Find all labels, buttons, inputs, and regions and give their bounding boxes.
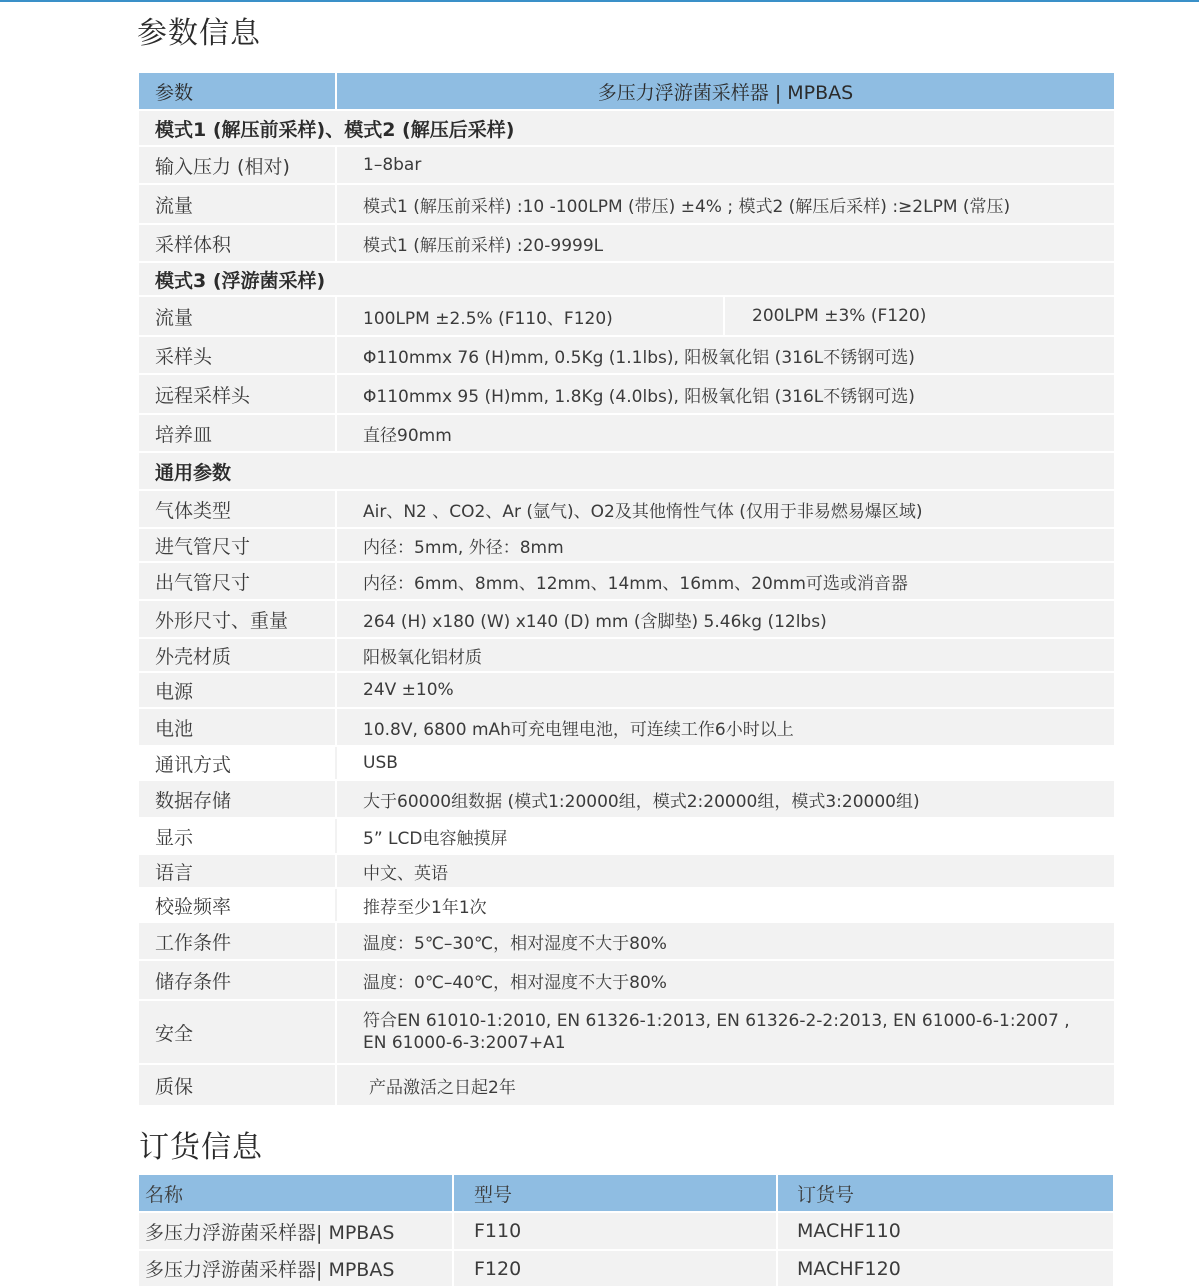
params-header-row (139, 73, 1114, 109)
table-row (139, 1213, 1113, 1249)
param-key: 输入压力 (相对) (155, 155, 290, 178)
param-key: 出气管尺寸 (155, 571, 251, 594)
param-key: 电池 (155, 717, 194, 740)
params-header-key: 参数 (155, 81, 194, 104)
table-row (139, 375, 1114, 413)
param-key: 电源 (155, 680, 194, 703)
order-header-model: 型号 (474, 1183, 513, 1206)
param-value-line: 符合EN 61010-1:2010, EN 61326-1:2013, EN 61326-2-2:2013, EN 61000-6-1:2007 , (363, 1011, 1070, 1031)
param-key: 采样头 (155, 345, 213, 368)
section-title: 模式1 (解压前采样)、模式2 (解压后采样) (155, 118, 515, 141)
param-value: 产品激活之日起2年 (369, 1077, 516, 1098)
table-row (139, 709, 1114, 745)
param-value: 100LPM ±2.5% (F110、F120) (363, 308, 613, 329)
table-row (139, 225, 1114, 261)
param-value-line: EN 61000-6-3:2007+A1 (363, 1033, 566, 1053)
param-key: 进气管尺寸 (155, 535, 251, 558)
order-number: MACHF120 (797, 1257, 901, 1280)
param-value: USB (363, 753, 398, 773)
order-name: 多压力浮游菌采样器| MPBAS (145, 1259, 395, 1281)
table-row (139, 1001, 1114, 1063)
param-value: 直径90mm (363, 425, 452, 446)
table-row (139, 819, 1114, 853)
param-value: 264 (H) x180 (W) x140 (D) mm (含脚垫) 5.46kg (12lbs) (363, 611, 827, 632)
param-value: 大于60000组数据 (模式1:20000组，模式2:20000组，模式3:20000组) (363, 791, 920, 812)
param-value: 1–8bar (363, 155, 422, 175)
column-divider (776, 1175, 778, 1211)
param-key: 外形尺寸、重量 (155, 609, 289, 632)
order-model: F110 (474, 1220, 522, 1242)
order-number: MACHF110 (797, 1220, 901, 1242)
table-row (139, 781, 1114, 817)
table-row (139, 563, 1114, 599)
table-row (139, 1065, 1114, 1105)
param-value (337, 1001, 1114, 1063)
column-divider (452, 1251, 454, 1286)
param-key: 采样体积 (155, 233, 232, 256)
param-value: 温度：0℃–40℃，相对湿度不大于80% (363, 972, 667, 993)
param-key: 安全 (155, 1022, 194, 1045)
table-row (139, 147, 1114, 183)
table-row (139, 601, 1114, 637)
table-row (139, 491, 1114, 527)
param-value: Φ110mmx 76 (H)mm, 0.5Kg (1.1lbs), 阳极氧化铝 (316L不锈钢可选) (363, 347, 915, 368)
param-key: 流量 (155, 306, 194, 329)
params-header-value: 多压力浮游菌采样器 | MPBAS (597, 81, 854, 104)
table-row (139, 889, 1114, 921)
params-title: 参数信息 (137, 16, 261, 51)
param-key: 远程采样头 (155, 384, 251, 407)
param-value: 中文、英语 (363, 863, 448, 884)
section-title: 通用参数 (155, 461, 232, 484)
param-value: Φ110mmx 95 (H)mm, 1.8Kg (4.0lbs), 阳极氧化铝 (316L不锈钢可选) (363, 386, 915, 407)
table-row (139, 639, 1114, 671)
param-value: 阳极氧化铝材质 (363, 647, 482, 668)
param-key: 语言 (155, 861, 194, 884)
column-divider (452, 1175, 454, 1211)
param-key: 储存条件 (155, 970, 232, 993)
section-title: 模式3 (浮游菌采样) (155, 269, 326, 292)
param-value: 10.8V, 6800 mAh可充电锂电池，可连续工作6小时以上 (363, 719, 794, 740)
param-key: 质保 (155, 1075, 194, 1098)
table-row (139, 855, 1114, 887)
param-key: 流量 (155, 194, 194, 217)
param-key: 显示 (155, 826, 194, 849)
param-key: 培养皿 (155, 423, 213, 446)
param-value: Air、N2 、CO2、Ar (氩气)、O2及其他惰性气体 (仅用于非易燃易爆区域) (363, 501, 923, 522)
order-header-name: 名称 (145, 1183, 184, 1206)
param-key: 通讯方式 (155, 753, 232, 776)
param-key: 外壳材质 (155, 645, 232, 668)
table-row (139, 337, 1114, 373)
table-row (139, 297, 1114, 335)
order-model: F120 (474, 1257, 522, 1280)
section-row (139, 263, 1114, 295)
table-row (139, 415, 1114, 451)
param-key: 工作条件 (155, 931, 232, 954)
top-divider-line (0, 0, 1199, 2)
order-name: 多压力浮游菌采样器| MPBAS (145, 1221, 395, 1244)
table-row (139, 673, 1114, 707)
section-row (139, 453, 1114, 489)
table-row (139, 923, 1114, 959)
table-row (139, 747, 1114, 779)
table-row (139, 961, 1114, 999)
param-value: 温度：5℃–30℃，相对湿度不大于80% (363, 933, 667, 954)
table-row (139, 1251, 1113, 1286)
column-divider (452, 1213, 454, 1249)
column-divider (776, 1251, 778, 1286)
order-title: 订货信息 (139, 1130, 263, 1165)
column-divider (723, 297, 725, 335)
section-row (139, 111, 1114, 145)
param-value: 内径：6mm、8mm、12mm、14mm、16mm、20mm可选或消音器 (363, 573, 908, 594)
order-header-order-no: 订货号 (797, 1183, 855, 1206)
table-row (139, 185, 1114, 223)
param-value: 24V ±10% (363, 680, 454, 700)
order-header-row (139, 1175, 1113, 1211)
param-value: 模式1 (解压前采样) :20-9999L (363, 235, 604, 256)
param-value: 内径：5mm, 外径：8mm (363, 537, 564, 558)
param-value: 5” LCD电容触摸屏 (363, 828, 508, 849)
param-value: 推荐至少1年1次 (363, 897, 487, 918)
param-value: 模式1 (解压前采样) :10 -100LPM (带压) ±4% ; 模式2 (解压后采样) :≥2LPM (常压) (363, 196, 1011, 217)
table-row (139, 529, 1114, 561)
param-key: 校验频率 (155, 895, 232, 918)
param-value-secondary: 200LPM ±3% (F120) (752, 306, 927, 326)
param-key: 气体类型 (155, 499, 232, 522)
column-divider (776, 1213, 778, 1249)
param-key: 数据存储 (155, 789, 232, 812)
